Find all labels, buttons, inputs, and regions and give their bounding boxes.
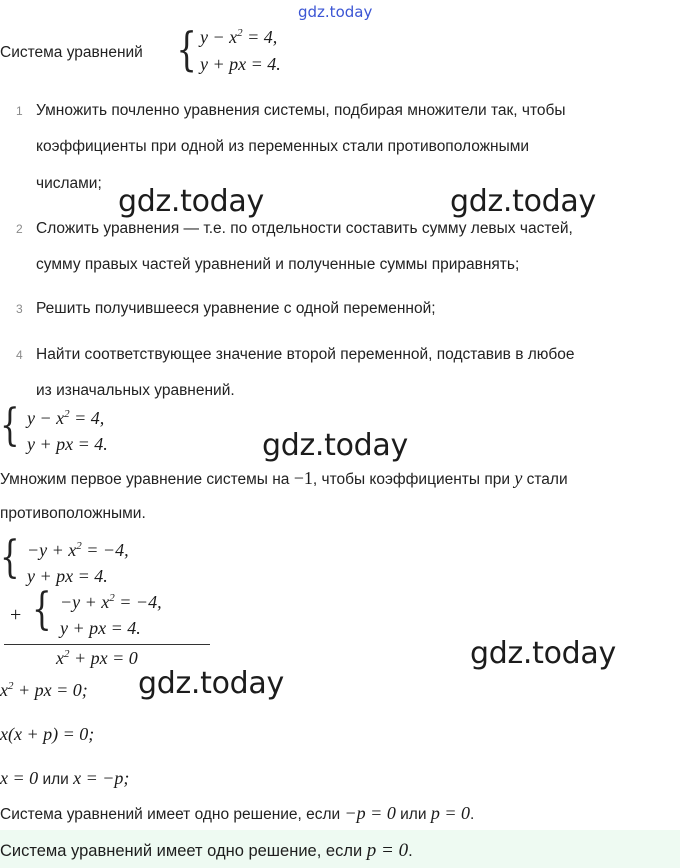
step-text: Сложить уравнения — т.е. по отдельности составить сумму левых частей, (36, 220, 573, 237)
solution-line3: x = 0 или x = −p; (0, 768, 130, 788)
addition-result: $x^2$ + px = 0 (56, 648, 138, 668)
system1-eq1: $y - x^2 = 4$, (27, 408, 105, 428)
plus-sign: + (10, 604, 22, 626)
step-number: 1 (16, 104, 23, 118)
problem-brace: { (176, 22, 197, 76)
answer-text: Система уравнений имеет одно решение, если p = 0. (0, 840, 413, 861)
problem-eq1: $y - x^2 = 4$, (200, 27, 278, 47)
step-text: сумму правых частей уравнений и полученные суммы приравнять; (36, 256, 520, 273)
solution-line4: Система уравнений имеет одно решение, если −p = 0 или p = 0. (0, 803, 475, 823)
step-number: 2 (16, 222, 23, 236)
addition-rule (4, 644, 210, 645)
step-text: коэффициенты при одной из переменных стали противоположными (36, 138, 530, 155)
step-text: Найти соответствующее значение второй переменной, подставив в любое (36, 346, 575, 363)
step-text: числами; (36, 175, 102, 192)
addition-eq2: y + px = 4. (60, 618, 141, 638)
system2-brace: { (0, 532, 20, 583)
step-text: Решить получившееся уравнение с одной переменной; (36, 300, 436, 317)
step-text: Умножить почленно уравнения системы, подбирая множители так, чтобы (36, 102, 566, 119)
step-number: 4 (16, 348, 23, 362)
system2-eq1: $-y + x^2 = -4$, (27, 540, 129, 560)
watermark: gdz.today (470, 636, 616, 671)
watermark-top: gdz.today (298, 3, 373, 21)
watermark: gdz.today (262, 428, 408, 463)
watermark: gdz.today (118, 184, 264, 219)
problem-label: Система уравнений (0, 44, 143, 61)
step-number: 3 (16, 302, 23, 316)
multiply-text-line2: противоположными. (0, 505, 146, 522)
problem-eq2: y + px = 4. (200, 54, 281, 74)
step-text: из изначальных уравнений. (36, 382, 235, 399)
multiply-text: Умножим первое уравнение системы на −1, чтобы коэффициенты при y стали (0, 468, 568, 488)
answer-box (0, 830, 680, 868)
watermark: gdz.today (450, 184, 596, 219)
system1-brace: { (0, 400, 20, 451)
watermark: gdz.today (138, 666, 284, 701)
solution-line1: $x^2$ + px = 0; (0, 680, 88, 700)
addition-brace: { (32, 584, 52, 635)
system2-eq2: y + px = 4. (27, 566, 108, 586)
addition-eq1: $-y + x^2 = -4$, (60, 592, 162, 612)
solution-line2: x(x + p) = 0; (0, 724, 95, 744)
system1-eq2: y + px = 4. (27, 434, 108, 454)
